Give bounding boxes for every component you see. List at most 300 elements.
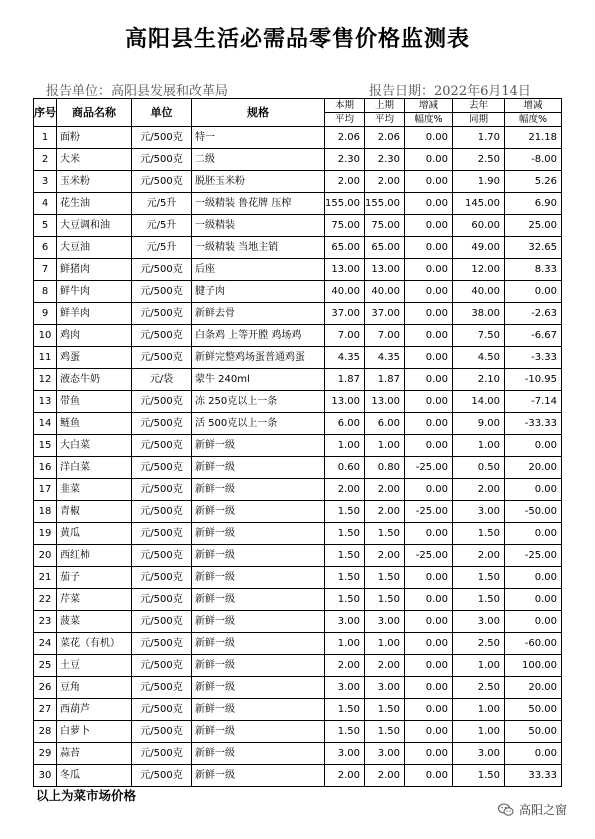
row-last-period: 2.00: [365, 171, 405, 193]
row-change: 0.00: [405, 303, 453, 325]
row-seq: 19: [34, 523, 57, 545]
row-seq: 25: [34, 655, 57, 677]
row-spec: 活 500克以上一条: [192, 413, 325, 435]
row-this-period: 3.00: [325, 611, 365, 633]
row-change-yoy: 21.18: [505, 127, 562, 149]
row-seq: 27: [34, 699, 57, 721]
row-unit: 元/5升: [132, 193, 192, 215]
row-spec: 新鲜一级: [192, 523, 325, 545]
row-name: 鲜猪肉: [57, 259, 132, 281]
row-last-period: 1.00: [365, 633, 405, 655]
header-change-yoy: 增减: [505, 99, 562, 113]
row-unit: 元/500克: [132, 457, 192, 479]
row-seq: 18: [34, 501, 57, 523]
row-change-yoy: -2.63: [505, 303, 562, 325]
row-last-period: 40.00: [365, 281, 405, 303]
table-header: [34, 99, 562, 127]
row-spec: 一级精装 鲁花牌 压榨: [192, 193, 325, 215]
row-unit: 元/500克: [132, 721, 192, 743]
row-spec: 新鲜一级: [192, 677, 325, 699]
row-last-year: 40.00: [453, 281, 505, 303]
header-name: 商品名称: [57, 99, 132, 127]
row-change: 0.00: [405, 655, 453, 677]
row-last-period: 2.06: [365, 127, 405, 149]
row-unit: 元/500克: [132, 435, 192, 457]
row-change-yoy: -60.00: [505, 633, 562, 655]
row-this-period: 2.00: [325, 655, 365, 677]
row-change: 0.00: [405, 413, 453, 435]
table-row: [34, 567, 562, 589]
row-change: 0.00: [405, 743, 453, 765]
table-row: [34, 237, 562, 259]
row-spec: 新鲜一级: [192, 655, 325, 677]
row-this-period: 2.00: [325, 765, 365, 787]
row-seq: 29: [34, 743, 57, 765]
row-unit: 元/500克: [132, 325, 192, 347]
row-unit: 元/500克: [132, 655, 192, 677]
row-spec: 蒙牛 240ml: [192, 369, 325, 391]
table-row: [34, 259, 562, 281]
row-spec: 一级精装 当地主销: [192, 237, 325, 259]
header-change: 增减: [405, 99, 453, 113]
row-name: 西红柿: [57, 545, 132, 567]
row-change-yoy: -7.14: [505, 391, 562, 413]
table-row: [34, 457, 562, 479]
row-change: 0.00: [405, 391, 453, 413]
page-title: 高阳县生活必需品零售价格监测表: [124, 27, 470, 52]
row-change-yoy: -6.67: [505, 325, 562, 347]
table-row: [34, 479, 562, 501]
row-last-year: 4.50: [453, 347, 505, 369]
row-last-year: 7.50: [453, 325, 505, 347]
row-name: 韭菜: [57, 479, 132, 501]
row-this-period: 2.00: [325, 171, 365, 193]
row-seq: 16: [34, 457, 57, 479]
row-change-yoy: 100.00: [505, 655, 562, 677]
row-name: 茄子: [57, 567, 132, 589]
row-spec: 新鲜一级: [192, 721, 325, 743]
row-spec: 新鲜一级: [192, 545, 325, 567]
row-unit: 元/500克: [132, 611, 192, 633]
row-change: 0.00: [405, 677, 453, 699]
row-unit: 元/500克: [132, 303, 192, 325]
row-this-period: 13.00: [325, 259, 365, 281]
row-seq: 4: [34, 193, 57, 215]
row-unit: 元/500克: [132, 347, 192, 369]
row-change-yoy: 0.00: [505, 479, 562, 501]
row-name: 大豆调和油: [57, 215, 132, 237]
row-last-year: 1.50: [453, 765, 505, 787]
row-change: 0.00: [405, 127, 453, 149]
row-unit: 元/袋: [132, 369, 192, 391]
row-unit: 元/500克: [132, 545, 192, 567]
row-last-period: 1.50: [365, 589, 405, 611]
row-last-period: 3.00: [365, 677, 405, 699]
row-this-period: 0.60: [325, 457, 365, 479]
row-unit: 元/500克: [132, 699, 192, 721]
row-last-year: 60.00: [453, 215, 505, 237]
row-last-period: 4.35: [365, 347, 405, 369]
row-change: 0.00: [405, 435, 453, 457]
row-spec: 新鲜一级: [192, 501, 325, 523]
table-row: [34, 149, 562, 171]
table-row: [34, 215, 562, 237]
row-name: 菜花（有机）: [57, 633, 132, 655]
header-this-period-sub: 平均: [325, 113, 365, 127]
row-change-yoy: -10.95: [505, 369, 562, 391]
row-last-year: 1.50: [453, 567, 505, 589]
row-spec: 腱子肉: [192, 281, 325, 303]
row-spec: 新鲜一级: [192, 611, 325, 633]
row-unit: 元/500克: [132, 765, 192, 787]
row-change: 0.00: [405, 193, 453, 215]
row-this-period: 4.35: [325, 347, 365, 369]
table-row: [34, 589, 562, 611]
row-this-period: 75.00: [325, 215, 365, 237]
row-last-year: 9.00: [453, 413, 505, 435]
row-unit: 元/500克: [132, 149, 192, 171]
row-unit: 元/500克: [132, 171, 192, 193]
row-unit: 元/500克: [132, 633, 192, 655]
row-name: 大豆油: [57, 237, 132, 259]
row-name: 鲜羊肉: [57, 303, 132, 325]
row-change: 0.00: [405, 721, 453, 743]
header-last-period-sub: 平均: [365, 113, 405, 127]
row-this-period: 1.50: [325, 501, 365, 523]
row-seq: 11: [34, 347, 57, 369]
row-last-year: 1.70: [453, 127, 505, 149]
row-spec: 后座: [192, 259, 325, 281]
row-this-period: 13.00: [325, 391, 365, 413]
row-last-period: 2.00: [365, 545, 405, 567]
row-change-yoy: 20.00: [505, 677, 562, 699]
row-change-yoy: -8.00: [505, 149, 562, 171]
row-spec: 新鲜一级: [192, 633, 325, 655]
row-unit: 元/500克: [132, 391, 192, 413]
row-last-period: 1.50: [365, 523, 405, 545]
row-last-period: 2.00: [365, 655, 405, 677]
row-unit: 元/500克: [132, 127, 192, 149]
row-seq: 30: [34, 765, 57, 787]
row-change-yoy: 32.65: [505, 237, 562, 259]
row-seq: 23: [34, 611, 57, 633]
row-last-year: 1.00: [453, 721, 505, 743]
row-last-year: 14.00: [453, 391, 505, 413]
row-name: 菠菜: [57, 611, 132, 633]
row-this-period: 155.00: [325, 193, 365, 215]
row-spec: 新鲜完整鸡场蛋普通鸡蛋: [192, 347, 325, 369]
row-last-year: 1.00: [453, 699, 505, 721]
row-spec: 冻 250克以上一条: [192, 391, 325, 413]
row-seq: 28: [34, 721, 57, 743]
table-row: [34, 743, 562, 765]
row-spec: 新鲜一级: [192, 479, 325, 501]
row-this-period: 1.00: [325, 633, 365, 655]
row-last-year: 2.50: [453, 677, 505, 699]
row-name: 冬瓜: [57, 765, 132, 787]
row-name: 花生油: [57, 193, 132, 215]
row-seq: 13: [34, 391, 57, 413]
row-change-yoy: 5.26: [505, 171, 562, 193]
row-spec: 新鲜一级: [192, 457, 325, 479]
row-last-year: 1.50: [453, 589, 505, 611]
row-unit: 元/500克: [132, 281, 192, 303]
row-change-yoy: 0.00: [505, 611, 562, 633]
row-name: 面粉: [57, 127, 132, 149]
table-row: [34, 611, 562, 633]
table-row: [34, 765, 562, 787]
row-unit: 元/500克: [132, 523, 192, 545]
header-this-period: 本期: [325, 99, 365, 113]
row-change: 0.00: [405, 259, 453, 281]
row-change: 0.00: [405, 479, 453, 501]
row-change: 0.00: [405, 215, 453, 237]
table-row: [34, 413, 562, 435]
table-row: [34, 523, 562, 545]
row-change-yoy: -25.00: [505, 545, 562, 567]
table-row: [34, 193, 562, 215]
row-last-year: 3.00: [453, 611, 505, 633]
row-name: 大白菜: [57, 435, 132, 457]
table-row: [34, 127, 562, 149]
row-unit: 元/500克: [132, 589, 192, 611]
row-seq: 12: [34, 369, 57, 391]
row-spec: 新鲜一级: [192, 589, 325, 611]
row-last-period: 2.00: [365, 479, 405, 501]
row-last-year: 3.00: [453, 501, 505, 523]
row-last-period: 13.00: [365, 391, 405, 413]
table-row: [34, 325, 562, 347]
row-this-period: 1.50: [325, 699, 365, 721]
row-change-yoy: 50.00: [505, 699, 562, 721]
row-spec: 新鲜一级: [192, 765, 325, 787]
row-unit: 元/500克: [132, 259, 192, 281]
table-row: [34, 655, 562, 677]
report-date: 报告日期：2022年6月14日: [369, 84, 531, 99]
row-last-period: 3.00: [365, 611, 405, 633]
row-seq: 5: [34, 215, 57, 237]
row-last-year: 49.00: [453, 237, 505, 259]
row-unit: 元/500克: [132, 743, 192, 765]
row-last-year: 1.50: [453, 523, 505, 545]
row-last-period: 1.87: [365, 369, 405, 391]
row-last-period: 1.00: [365, 435, 405, 457]
row-this-period: 1.50: [325, 523, 365, 545]
row-name: 液态牛奶: [57, 369, 132, 391]
row-unit: 元/500克: [132, 413, 192, 435]
row-name: 西葫芦: [57, 699, 132, 721]
table-row: [34, 721, 562, 743]
row-name: 青椒: [57, 501, 132, 523]
row-seq: 26: [34, 677, 57, 699]
row-seq: 10: [34, 325, 57, 347]
row-last-year: 1.90: [453, 171, 505, 193]
row-this-period: 7.00: [325, 325, 365, 347]
row-spec: 脱胚玉米粉: [192, 171, 325, 193]
row-last-period: 2.00: [365, 501, 405, 523]
header-last-year: 去年: [453, 99, 505, 113]
row-change: -25.00: [405, 545, 453, 567]
row-last-year: 38.00: [453, 303, 505, 325]
header-change-sub: 幅度%: [405, 113, 453, 127]
row-this-period: 3.00: [325, 743, 365, 765]
row-last-year: 2.00: [453, 479, 505, 501]
wechat-icon: [498, 803, 514, 817]
row-change: 0.00: [405, 633, 453, 655]
row-change-yoy: 0.00: [505, 743, 562, 765]
row-name: 玉米粉: [57, 171, 132, 193]
row-this-period: 37.00: [325, 303, 365, 325]
row-unit: 元/500克: [132, 677, 192, 699]
watermark-text: 高阳之窗: [519, 803, 568, 817]
row-spec: 新鲜一级: [192, 743, 325, 765]
table-row: [34, 677, 562, 699]
row-name: 鲜牛肉: [57, 281, 132, 303]
row-seq: 6: [34, 237, 57, 259]
row-seq: 14: [34, 413, 57, 435]
row-this-period: 1.50: [325, 721, 365, 743]
row-last-year: 1.00: [453, 435, 505, 457]
row-unit: 元/5升: [132, 237, 192, 259]
price-table: [33, 98, 562, 787]
row-seq: 8: [34, 281, 57, 303]
row-last-year: 2.50: [453, 633, 505, 655]
row-this-period: 3.00: [325, 677, 365, 699]
row-unit: 元/500克: [132, 501, 192, 523]
row-last-year: 1.00: [453, 655, 505, 677]
row-change-yoy: 33.33: [505, 765, 562, 787]
row-unit: 元/500克: [132, 479, 192, 501]
row-change: 0.00: [405, 325, 453, 347]
row-change: 0.00: [405, 589, 453, 611]
row-seq: 1: [34, 127, 57, 149]
row-change: 0.00: [405, 281, 453, 303]
watermark: [498, 801, 567, 818]
row-name: 蒜苔: [57, 743, 132, 765]
row-change-yoy: -33.33: [505, 413, 562, 435]
row-last-year: 12.00: [453, 259, 505, 281]
row-name: 黄瓜: [57, 523, 132, 545]
header-spec: 规格: [192, 99, 325, 127]
row-change-yoy: 0.00: [505, 435, 562, 457]
row-change-yoy: 0.00: [505, 567, 562, 589]
row-name: 大米: [57, 149, 132, 171]
row-this-period: 1.50: [325, 545, 365, 567]
row-name: 鸡蛋: [57, 347, 132, 369]
row-seq: 22: [34, 589, 57, 611]
row-last-year: 2.50: [453, 149, 505, 171]
table-row: [34, 171, 562, 193]
row-last-period: 0.80: [365, 457, 405, 479]
header-unit: 单位: [132, 99, 192, 127]
row-last-period: 2.00: [365, 765, 405, 787]
row-change-yoy: 0.00: [505, 523, 562, 545]
row-change-yoy: 50.00: [505, 721, 562, 743]
row-seq: 17: [34, 479, 57, 501]
row-this-period: 2.00: [325, 479, 365, 501]
table-row: [34, 435, 562, 457]
row-this-period: 1.00: [325, 435, 365, 457]
report-unit: 报告单位：高阳县发展和改革局: [46, 84, 229, 99]
row-spec: 白条鸡 上等开膛 鸡场鸡: [192, 325, 325, 347]
row-last-year: 0.50: [453, 457, 505, 479]
row-last-year: 2.10: [453, 369, 505, 391]
row-change: 0.00: [405, 237, 453, 259]
row-spec: 新鲜去骨: [192, 303, 325, 325]
row-spec: 新鲜一级: [192, 567, 325, 589]
row-seq: 2: [34, 149, 57, 171]
table-row: [34, 369, 562, 391]
row-change: 0.00: [405, 347, 453, 369]
table-row: [34, 281, 562, 303]
row-this-period: 6.00: [325, 413, 365, 435]
row-last-period: 3.00: [365, 743, 405, 765]
header-seq: 序号: [34, 99, 57, 127]
row-change: -25.00: [405, 457, 453, 479]
row-unit: 元/500克: [132, 567, 192, 589]
row-seq: 3: [34, 171, 57, 193]
header-change-yoy-sub: 幅度%: [505, 113, 562, 127]
row-change: 0.00: [405, 611, 453, 633]
row-name: 鸡肉: [57, 325, 132, 347]
row-seq: 20: [34, 545, 57, 567]
table-row: [34, 391, 562, 413]
row-last-period: 37.00: [365, 303, 405, 325]
row-change: 0.00: [405, 171, 453, 193]
table-row: [34, 303, 562, 325]
row-last-year: 3.00: [453, 743, 505, 765]
row-change-yoy: -3.33: [505, 347, 562, 369]
row-name: 白萝卜: [57, 721, 132, 743]
table-row: [34, 699, 562, 721]
row-last-year: 145.00: [453, 193, 505, 215]
row-last-period: 65.00: [365, 237, 405, 259]
footer-note: 以上为菜市场价格: [36, 788, 137, 803]
row-last-period: 1.50: [365, 699, 405, 721]
row-change: 0.00: [405, 765, 453, 787]
header-last-period: 上期: [365, 99, 405, 113]
row-name: 芹菜: [57, 589, 132, 611]
row-change-yoy: 25.00: [505, 215, 562, 237]
row-this-period: 40.00: [325, 281, 365, 303]
row-this-period: 2.06: [325, 127, 365, 149]
row-last-period: 2.30: [365, 149, 405, 171]
row-change-yoy: 20.00: [505, 457, 562, 479]
header-last-year-sub: 同期: [453, 113, 505, 127]
table-row: [34, 501, 562, 523]
row-name: 土豆: [57, 655, 132, 677]
row-last-period: 13.00: [365, 259, 405, 281]
row-change-yoy: 6.90: [505, 193, 562, 215]
row-spec: 二级: [192, 149, 325, 171]
row-name: 洋白菜: [57, 457, 132, 479]
row-seq: 21: [34, 567, 57, 589]
row-spec: 新鲜一级: [192, 435, 325, 457]
row-this-period: 65.00: [325, 237, 365, 259]
row-seq: 7: [34, 259, 57, 281]
row-last-period: 75.00: [365, 215, 405, 237]
row-last-period: 1.50: [365, 721, 405, 743]
row-change: 0.00: [405, 369, 453, 391]
row-last-period: 7.00: [365, 325, 405, 347]
row-last-year: 2.00: [453, 545, 505, 567]
row-unit: 元/5升: [132, 215, 192, 237]
row-last-period: 1.50: [365, 567, 405, 589]
table-row: [34, 633, 562, 655]
row-this-period: 2.30: [325, 149, 365, 171]
row-spec: 新鲜一级: [192, 699, 325, 721]
row-spec: 特一: [192, 127, 325, 149]
